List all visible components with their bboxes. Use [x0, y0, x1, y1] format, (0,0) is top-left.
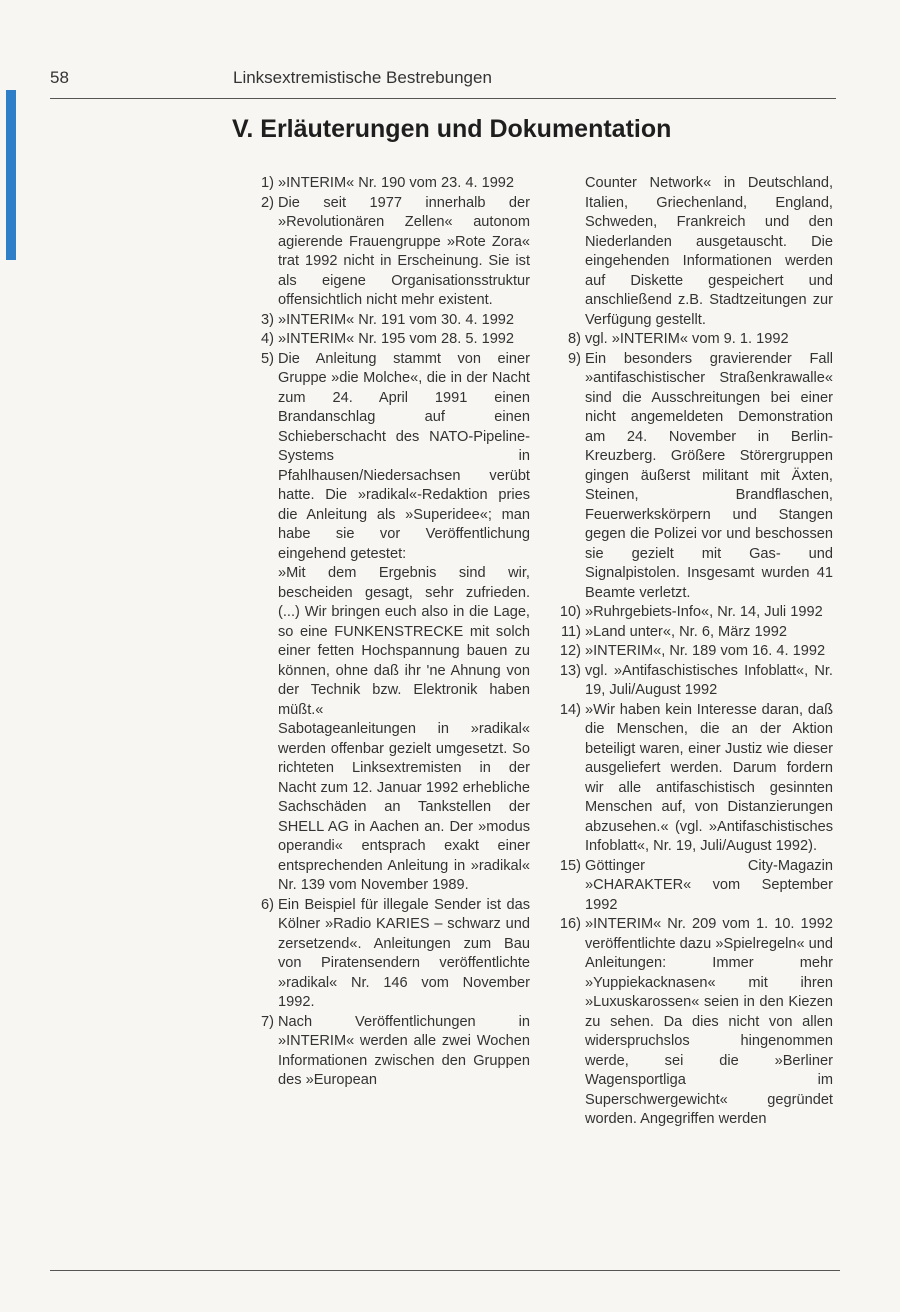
footnote: [559, 642, 833, 662]
footnote-number: 6): [261, 896, 274, 913]
footnote: [559, 662, 833, 701]
footnote: [559, 857, 833, 916]
footnote-number: 13): [559, 662, 581, 679]
right-column: [559, 174, 834, 1130]
footnote: [262, 174, 530, 194]
footnote-text: Nach Veröffentlichungen in »INTERIM« werden alle zwei Wochen Informationen zwischen den Gruppen des »European: [278, 1013, 530, 1088]
chapter-marker-bar: [6, 90, 16, 260]
footnote-text: Ein Beispiel für illegale Sender ist das Kölner »Radio KARIES – schwarz und zersetzend«. Anleitungen zum Bau von Piratensendern veröffentlichte »radikal« Nr. 146 vom November 1992.: [278, 896, 530, 1010]
left-column: [262, 174, 530, 1091]
footnote: [262, 330, 530, 350]
footnote-number: 3): [261, 311, 274, 328]
running-title: Linksextremistische Bestrebungen: [233, 68, 492, 87]
footnote-text: »INTERIM« Nr. 195 vom 28. 5. 1992: [278, 331, 515, 347]
footnote-number: 14): [559, 701, 581, 718]
footnote-number: 8): [568, 331, 581, 347]
footnote-text: vgl. »INTERIM« vom 9. 1. 1992: [585, 331, 789, 347]
footnote: [262, 896, 530, 1013]
footnote-text: Counter Network« in Deutschland, Italien, Griechenland, England, Schweden, Frankreich und den Niederlanden ausgetauscht. Die eingehenden Informationen werden auf Diskette gespeichert und anschließend z.B. Stadtzeitungen zur Verfügung gestellt.: [585, 175, 833, 328]
footnote: [559, 603, 833, 623]
footnote-number: 11): [560, 623, 581, 640]
footnote: [559, 701, 833, 857]
footnote: [262, 1013, 530, 1091]
footnote-text: »Mit dem Ergebnis sind wir, bescheiden gesagt, sehr zufrieden. (...) Wir bringen euch also in die Lage, so eine FUNKENSTRECKE mit solch einer fetten Hochspannung bauen zu können, ohne daß ihr 'ne Ahnung von der Technik bzw. Elektronik haben müßt.«: [278, 565, 530, 718]
footer-rule: [50, 1270, 840, 1271]
footnote-text: »INTERIM« Nr. 191 vom 30. 4. 1992: [278, 311, 515, 328]
footnote-number: 7): [261, 1013, 274, 1030]
footnote-text: »Wir haben kein Interesse daran, daß die Menschen, die an der Aktion beteiligt waren, einer Justiz wie dieser ausgeliefert werden. Darum fordern wir alle antifaschistisch gesinnten Menschen auf, von Distanzierungen abzusehen.« (vgl. »Antifaschistisches Infoblatt«, Nr. 19, Juli/August 1992).: [585, 701, 833, 854]
footnote-text: »Land unter«, Nr. 6, März 1992: [585, 623, 788, 640]
footnote-number: 10): [559, 604, 581, 620]
footnote-text: »Ruhrgebiets-Info«, Nr. 14, Juli 1992: [585, 604, 823, 620]
footnote-text: Die Anleitung stammt von einer Gruppe »die Molche«, die in der Nacht zum 24. April 1991 einen Brandanschlag auf einen Schieberschacht des NATO-Pipeline-Systems in Pfahlhausen/Niedersachsen verübt hatte. Die »radikal«-Redaktion pries die Anleitung als »Superidee«; man habe sie vor Veröffentlichung eingehend getestet:: [278, 350, 530, 562]
footnote-number: 16): [559, 916, 581, 932]
footnote-text: Göttinger City-Magazin »CHARAKTER« vom September 1992: [585, 857, 833, 913]
running-header: [50, 68, 840, 94]
footnote-number: 12): [559, 643, 581, 659]
header-rule: [50, 98, 836, 99]
footnote: [559, 915, 834, 1130]
footnote-text: vgl. »Antifaschistisches Infoblatt«, Nr. 19, Juli/August 1992: [585, 662, 833, 698]
footnote: [565, 174, 833, 330]
footnote-number: 4): [261, 331, 274, 347]
footnote-text: »INTERIM« Nr. 209 vom 1. 10. 1992 veröffentlichte dazu »Spielregeln« und Anleitungen: Immer mehr »Yuppiekacknasen« mit ihren »Luxuskarossen« seien in den Kiezen zu sehen. Da dies nicht von allen widerspruchslos hingenommen werde, sei die »Berliner Wagensportliga im Superschwergewicht« gegründet worden. Angegriffen werden: [585, 916, 834, 1127]
footnote-text: Sabotageanleitungen in »radikal« werden offenbar gezielt umgesetzt. So richteten Linksextremisten in der Nacht zum 12. Januar 1992 erhebliche Sachschäden an Tankstellen der SHELL AG in Aachen an. Der »modus operandi« entsprach exakt einer entsprechenden Anleitung in »radikal« Nr. 139 vom November 1989.: [278, 721, 530, 893]
footnote-number: 9): [568, 350, 581, 367]
footnote-text: Ein besonders gravierender Fall »antifaschistischer Straßenkrawalle« sind die Ausschreitungen bei einer nicht angemeldeten Demonstration am 24. November in Berlin-Kreuzberg. Größere Störergruppen gingen äußerst militant mit Äxten, Steinen, Brandflaschen, Feuerwerkskörpern und Stangen gegen die Polizei vor und beschossen sie gezielt mit Gas- und Signalpistolen. Insgesamt wurden 41 Beamte verletzt.: [585, 350, 833, 601]
footnote-text: »INTERIM« Nr. 190 vom 23. 4. 1992: [278, 175, 515, 191]
footnote-text: Die seit 1977 innerhalb der »Revolutionären Zellen« autonom agierende Frauengruppe »Rote Zora« trat 1992 nicht in Erscheinung. Sie ist als eigene Organisationsstruktur offensichtlich nicht mehr existent.: [278, 194, 530, 308]
footnote: [262, 194, 530, 311]
footnote-number: 2): [261, 194, 274, 211]
footnote: [565, 350, 833, 604]
chapter-title: V. Erläuterungen und Dokumentation: [232, 115, 672, 143]
footnote-number: 5): [261, 350, 274, 367]
footnote: [262, 311, 530, 331]
footnote-number: 1): [261, 175, 274, 191]
footnote: [262, 350, 530, 896]
footnote-text: »INTERIM«, Nr. 189 vom 16. 4. 1992: [585, 643, 826, 659]
footnote: [565, 330, 833, 350]
page-number: 58: [50, 68, 69, 87]
footnote: [560, 623, 833, 643]
footnote-number: 15): [559, 857, 581, 874]
